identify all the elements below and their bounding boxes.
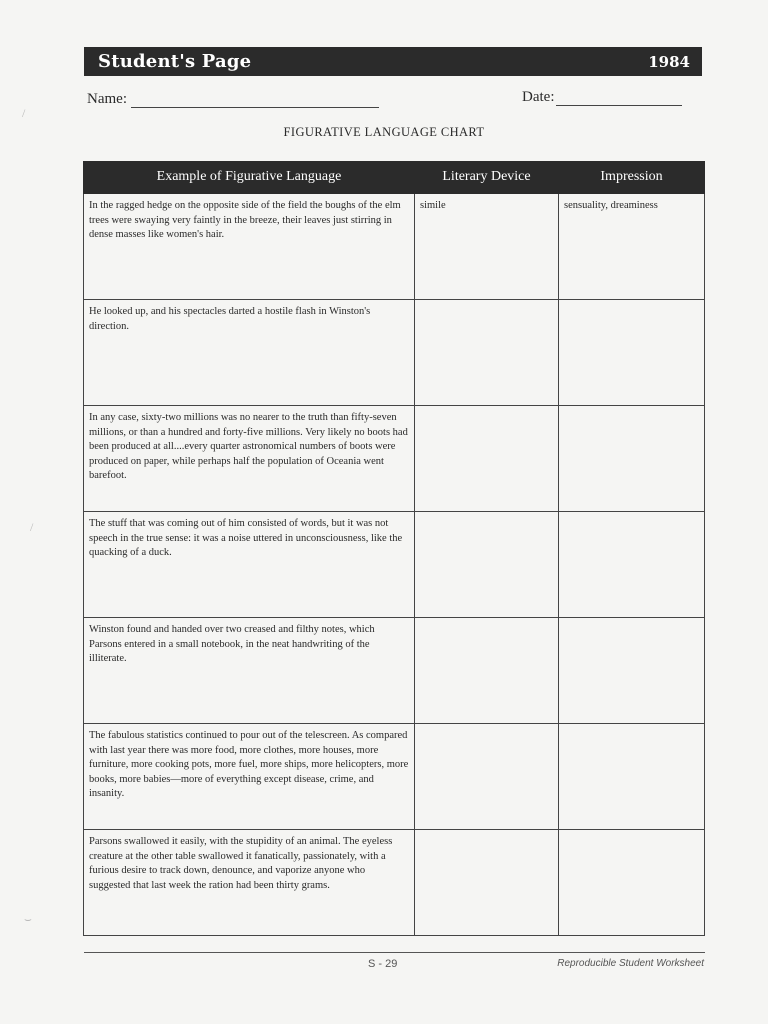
chart-title: FIGURATIVE LANGUAGE CHART: [283, 125, 485, 139]
table-row: [84, 724, 705, 830]
table-row: [84, 512, 705, 618]
footer-credit: Reproducible Student Worksheet: [557, 958, 704, 969]
date-label: Date:: [522, 89, 555, 105]
table-row: [84, 618, 705, 724]
impression-cell[interactable]: [559, 724, 705, 830]
figurative-language-table: [83, 161, 705, 936]
column-header-impression: Impression: [559, 162, 705, 194]
table-row: [84, 300, 705, 406]
name-field: [87, 91, 379, 108]
example-cell: The fabulous statistics continued to pour out of the telescreen. As compared with last year there was more food, more clothes, more houses, more furniture, more cooking pots, more fuel, more ships, more helicopters, more books, more babies—more of everything except disease, crime, and insanity.: [84, 724, 415, 830]
example-cell: Parsons swallowed it easily, with the stupidity of an animal. The eyeless creature at the other table swallowed it fanatically, passionately, with a furious desire to track down, denounce, and vaporize anyone who suggested that last week the ration had been thirty grams.: [84, 830, 415, 936]
table-row: [84, 194, 705, 300]
impression-cell[interactable]: [559, 618, 705, 724]
impression-cell[interactable]: [559, 406, 705, 512]
device-cell[interactable]: [415, 406, 559, 512]
page-title: Student's Page: [98, 51, 252, 72]
name-label: Name:: [87, 91, 127, 107]
scan-mark: /: [22, 106, 26, 120]
column-header-example: Example of Figurative Language: [84, 162, 415, 194]
page-number: S - 29: [368, 958, 398, 970]
table-row: [84, 406, 705, 512]
device-cell[interactable]: [415, 512, 559, 618]
example-cell: He looked up, and his spectacles darted a hostile flash in Winston's direction.: [84, 300, 415, 406]
column-header-device: Literary Device: [415, 162, 559, 194]
example-cell: Winston found and handed over two creased and filthy notes, which Parsons entered in a small notebook, in the neat handwriting of the illiterate.: [84, 618, 415, 724]
example-cell: The stuff that was coming out of him consisted of words, but it was not speech in the true sense: it was a noise uttered in unconsciousness, like the quacking of a duck.: [84, 512, 415, 618]
device-cell[interactable]: [415, 724, 559, 830]
table-header-row: [84, 162, 705, 194]
device-cell[interactable]: [415, 830, 559, 936]
example-cell: In any case, sixty-two millions was no nearer to the truth than fifty-seven millions, or than a hundred and forty-five millions. Very likely no boots had been produced at all....every quarter astronomical numbers of boots were produced on paper, while perhaps half the population of Oceania went barefoot.: [84, 406, 415, 512]
example-cell: In the ragged hedge on the opposite side of the field the boughs of the elm trees were swaying very faintly in the breeze, their leaves just stirring in dense masses like women's hair.: [84, 194, 415, 300]
scan-mark: ⌣: [24, 912, 32, 926]
impression-cell[interactable]: [559, 512, 705, 618]
device-cell[interactable]: simile: [415, 194, 559, 300]
scan-mark: /: [30, 520, 34, 534]
footer-divider: [84, 952, 705, 953]
device-cell[interactable]: [415, 300, 559, 406]
device-cell[interactable]: [415, 618, 559, 724]
date-field: [522, 89, 682, 106]
name-input-line[interactable]: [131, 93, 379, 108]
book-title: 1984: [648, 52, 690, 71]
impression-cell[interactable]: sensuality, dreaminess: [559, 194, 705, 300]
table-row: [84, 830, 705, 936]
header-bar: [84, 47, 702, 76]
impression-cell[interactable]: [559, 300, 705, 406]
impression-cell[interactable]: [559, 830, 705, 936]
date-input-line[interactable]: [556, 91, 682, 106]
